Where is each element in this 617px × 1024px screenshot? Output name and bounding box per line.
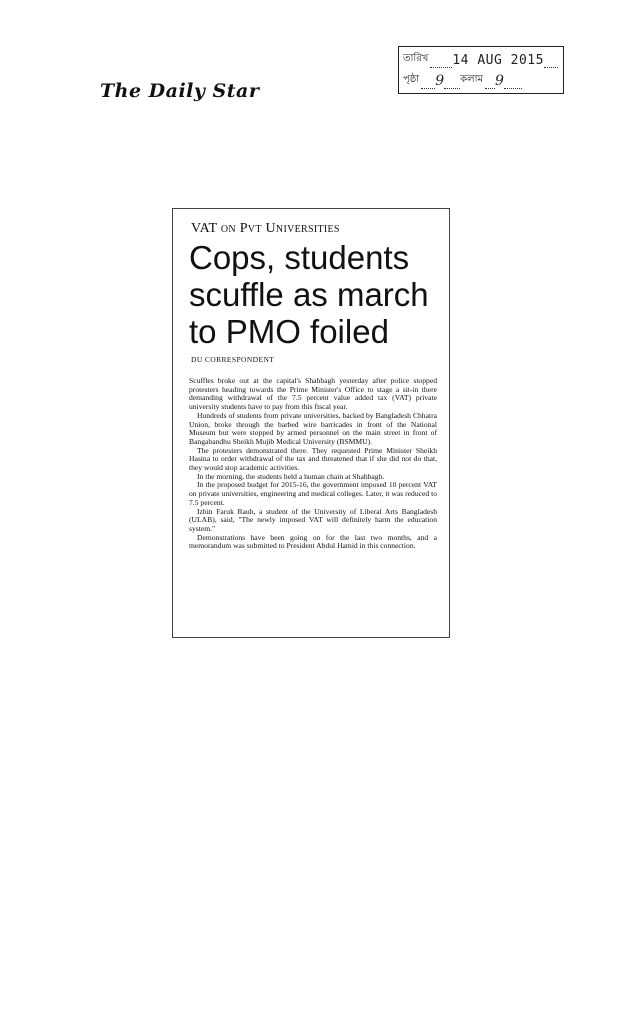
article-byline: DU CORRESPONDENT — [191, 355, 275, 364]
stamp-date-row — [403, 51, 559, 68]
article-body — [189, 377, 437, 551]
stamp-date-value: 14 AUG 2015 — [452, 53, 544, 68]
newspaper-masthead: The Daily Star — [100, 80, 260, 102]
stamp-dots — [544, 57, 558, 68]
headline-line: scuffle as march — [189, 276, 429, 313]
article-paragraph: In the morning, the students held a human chain at Shahbagh. — [197, 471, 385, 481]
stamp-dots — [444, 78, 460, 89]
headline-line: Cops, students — [189, 239, 410, 276]
article-kicker: VAT on Pvt Universities — [191, 221, 340, 236]
stamp-dots — [421, 78, 435, 89]
stamp-page-row — [403, 72, 559, 89]
stamp-column-value: 9 — [495, 73, 504, 89]
stamp-dots — [430, 57, 452, 68]
stamp-page-value: 9 — [435, 73, 445, 89]
article-paragraph: In the proposed budget for 2015-16, the government imposed 10 percent VAT on private universities, engineering and medical colleges. Later, it was reduced to 7.5 percent. — [189, 480, 437, 507]
article-paragraph: Izhin Faruk Rauh, a student of the University of Liberal Arts Bangladesh (ULAB), said, "The newly imposed VAT will definitely harm the education system." — [189, 506, 437, 533]
article-paragraph: Demonstrations have been going on for the last two months, and a memorandum was submitted to President Abdul Hamid in this connection. — [189, 532, 437, 551]
stamp-dots — [485, 78, 495, 89]
article-headline — [189, 239, 439, 350]
clipping-date-stamp — [398, 46, 564, 94]
article-paragraph: The protesters demonstrated there. They requested Prime Minister Sheikh Hasina to order withdrawal of the tax and threatened that if she did not do that, they would stop academic activities. — [189, 445, 437, 473]
stamp-dots — [504, 78, 522, 89]
stamp-date-label: তারিখ — [403, 53, 429, 64]
news-clipping — [172, 208, 450, 638]
article-paragraph: Hundreds of students from private universities, backed by Bangladesh Chhatra Union, broke through the barbed wire barricades in front of the National Museum but were stopped by armed personnel on the main street in front of Bangabandhu Sheikh Mujib Medical University (BSMMU). — [189, 410, 437, 446]
stamp-column-label: কলাম — [460, 74, 484, 85]
headline-line: to PMO foiled — [189, 313, 389, 350]
stamp-page-label: পৃষ্ঠা — [403, 74, 420, 85]
article-paragraph: Scuffles broke out at the capital's Shahbagh yesterday after police stopped protesters heading towards the Prime Minister's Office to stage a sit-in there demanding withdrawal of the 7.5 percent value added tax (VAT) private university students have to pay from this fiscal year. — [189, 376, 437, 412]
